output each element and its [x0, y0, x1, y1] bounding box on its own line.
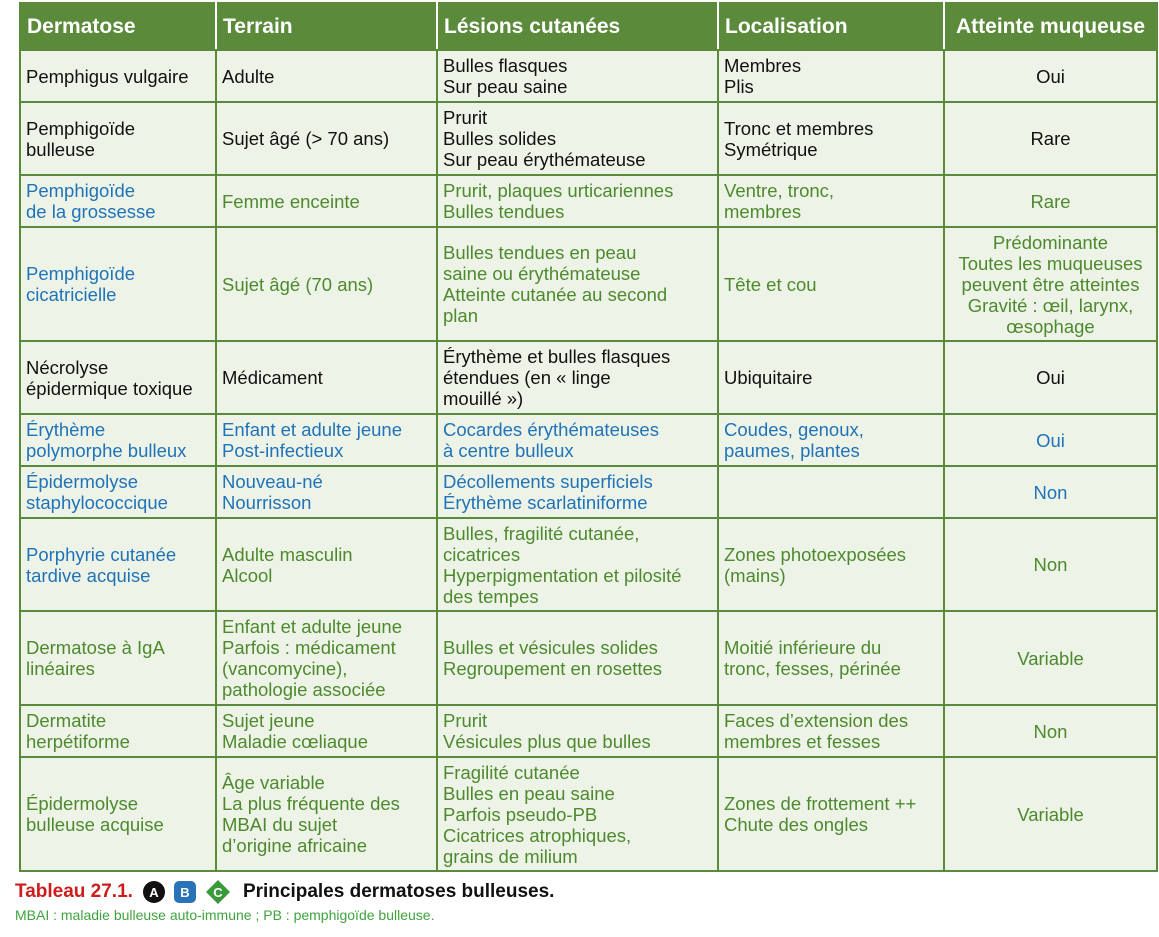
cell-muqueuse [944, 466, 1157, 518]
cell-line: Alcool [222, 564, 273, 586]
cell-line: Bulles tendues en peau [443, 242, 637, 263]
cell-line: tronc, fesses, périnée [724, 658, 901, 679]
cell-line: Ventre, tronc, [724, 180, 835, 201]
cell-line: Non [1033, 481, 1068, 503]
cell-line: La plus fréquente des [222, 793, 400, 814]
cell-dermatose [20, 50, 216, 102]
cell-line: herpétiforme [26, 731, 130, 752]
cell-line: Bulles en peau saine [443, 782, 615, 804]
cell-line: étendues (en « linge [443, 367, 611, 388]
cell-muqueuse [944, 227, 1157, 341]
cell-line: Bulles solides [443, 128, 557, 149]
cell-line: bulleuse acquise [26, 814, 164, 835]
cell-line: Ubiquitaire [724, 367, 813, 388]
cell-muqueuse [944, 102, 1157, 175]
cell-line: Sur peau érythémateuse [443, 149, 646, 170]
table-caption [15, 879, 554, 905]
cell-line: Épidermolyse [26, 471, 139, 492]
cell-line: Maladie cœliaque [222, 731, 369, 752]
cell-line: Pemphigoïde [26, 263, 136, 284]
cell-line: Post-infectieux [222, 440, 344, 461]
cell-line: Bulles, fragilité cutanée, [443, 522, 640, 544]
cell-line: Toutes les muqueuses [958, 252, 1143, 274]
cell-muqueuse [944, 414, 1157, 466]
cell-line: tardive acquise [26, 564, 151, 586]
cell-line: (vancomycine), [222, 658, 348, 679]
table-row [20, 414, 1157, 466]
caption-title: Principales dermatoses bulleuses. [242, 881, 555, 902]
cell-line: Oui [1036, 367, 1065, 388]
cell-line: Fragilité cutanée [443, 761, 580, 783]
cell-line: Femme enceinte [222, 190, 360, 212]
cell-line: Zones de frottement ++ [724, 793, 917, 814]
cell-line: Sujet âgé (70 ans) [222, 273, 374, 295]
header-dermatose: Dermatose [20, 3, 216, 50]
cell-dermatose [20, 341, 216, 414]
cell-dermatose [20, 227, 216, 341]
cell-terrain [216, 757, 437, 871]
cell-terrain [216, 414, 437, 466]
cell-line: Érythème et bulles flasques [443, 346, 671, 367]
dermatoses-table-container [19, 2, 1156, 872]
cell-line: Oui [1036, 65, 1065, 87]
cell-line: de la grossesse [26, 201, 156, 222]
cell-line: grains de milium [443, 845, 578, 867]
cell-localisation [718, 611, 944, 705]
cell-line: Tronc et membres [724, 117, 874, 139]
cell-line: Décollements superficiels [443, 471, 653, 492]
cell-line: Nouveau-né [222, 471, 323, 492]
cell-line: Prédominante [992, 231, 1109, 253]
cell-line: Prurit [443, 107, 488, 128]
cell-lesions [437, 227, 718, 341]
level-a-badge-icon: A [143, 881, 165, 903]
cell-line: Médicament [222, 367, 323, 388]
cell-line: Non [1033, 720, 1068, 742]
caption-label: Tableau 27.1. [15, 881, 133, 902]
cell-dermatose [20, 175, 216, 227]
cell-lesions [437, 611, 718, 705]
table-row [20, 102, 1157, 175]
cell-line: Enfant et adulte jeune [222, 616, 403, 637]
cell-line: Âge variable [222, 772, 325, 793]
cell-line: Érythème scarlatiniforme [443, 492, 648, 513]
cell-lesions [437, 466, 718, 518]
cell-line: à centre bulleux [443, 440, 574, 461]
cell-line: des tempes [443, 585, 539, 607]
cell-line: épidermique toxique [26, 377, 193, 399]
table-row [20, 175, 1157, 227]
cell-line: d’origine africaine [222, 835, 368, 856]
cell-lesions [437, 414, 718, 466]
cell-lesions [437, 50, 718, 102]
header-lesions-cutanees: Lésions cutanées [437, 3, 718, 50]
cell-muqueuse [944, 518, 1157, 611]
cell-muqueuse [944, 757, 1157, 871]
cell-line: Oui [1036, 429, 1065, 451]
cell-line: pathologie associée [222, 679, 386, 700]
cell-line: Parfois : médicament [222, 637, 396, 658]
cell-muqueuse [944, 341, 1157, 414]
header-localisation: Localisation [718, 3, 944, 50]
cell-line: Faces d’extension des [724, 710, 909, 731]
table-header-row [20, 3, 1157, 50]
cell-line: linéaires [26, 658, 95, 679]
cell-line: Variable [1017, 647, 1084, 669]
cell-line: bulleuse [26, 138, 95, 160]
cell-line: Érythème [26, 419, 106, 440]
cell-line: Adulte [222, 65, 275, 87]
table-row [20, 227, 1157, 341]
cell-terrain [216, 50, 437, 102]
cell-line: Bulles flasques [443, 55, 568, 76]
cell-line: mouillé ») [443, 388, 524, 409]
cell-line: Chute des ongles [724, 814, 868, 835]
cell-dermatose [20, 414, 216, 466]
cell-line: Bulles et vésicules solides [443, 637, 658, 658]
cell-line: Vésicules plus que bulles [443, 731, 651, 752]
cell-dermatose [20, 466, 216, 518]
cell-dermatose [20, 611, 216, 705]
cell-lesions [437, 175, 718, 227]
cell-line: Épidermolyse [26, 793, 139, 814]
cell-line: Nourrisson [222, 492, 312, 513]
cell-line: Sujet âgé (> 70 ans) [222, 128, 390, 149]
cell-localisation [718, 227, 944, 341]
cell-line: Pemphigoïde [26, 180, 136, 201]
cell-line: Nécrolyse [26, 356, 109, 378]
table-row [20, 466, 1157, 518]
cell-line: œsophage [1006, 315, 1095, 337]
cell-terrain [216, 227, 437, 341]
cell-line: plan [443, 305, 478, 326]
cell-terrain [216, 466, 437, 518]
table-row [20, 611, 1157, 705]
cell-localisation [718, 102, 944, 175]
cell-lesions [437, 518, 718, 611]
cell-terrain [216, 175, 437, 227]
cell-line: MBAI du sujet [222, 814, 338, 835]
cell-line: saine ou érythémateuse [443, 263, 641, 284]
cell-line: Bulles tendues [443, 201, 565, 222]
level-c-badge-letter: C [213, 884, 223, 900]
cell-terrain [216, 102, 437, 175]
cell-muqueuse [944, 611, 1157, 705]
cell-terrain [216, 341, 437, 414]
cell-lesions [437, 341, 718, 414]
cell-line: Coudes, genoux, [724, 419, 864, 440]
cell-dermatose [20, 757, 216, 871]
cell-line: cicatricielle [26, 284, 117, 305]
cell-line: Porphyrie cutanée [26, 543, 177, 565]
cell-line: peuvent être atteintes [961, 273, 1140, 295]
cell-line: (mains) [724, 564, 786, 586]
cell-localisation [718, 50, 944, 102]
cell-line: Dermatose à IgA [26, 637, 165, 658]
cell-line: Hyperpigmentation et pilosité [443, 564, 682, 586]
cell-line: Cicatrices atrophiques, [443, 824, 632, 846]
cell-localisation [718, 414, 944, 466]
table-row [20, 50, 1157, 102]
cell-line: Atteinte cutanée au second [443, 284, 668, 305]
cell-line: Moitié inférieure du [724, 637, 882, 658]
cell-line: Rare [1030, 128, 1071, 149]
cell-terrain [216, 611, 437, 705]
cell-line: membres [724, 201, 802, 222]
cell-line: paumes, plantes [724, 440, 860, 461]
table-body [20, 50, 1157, 871]
cell-line: Enfant et adulte jeune [222, 419, 403, 440]
cell-line: Pemphigus vulgaire [26, 65, 189, 87]
cell-line: Pemphigoïde [26, 117, 136, 139]
cell-line: Cocardes érythémateuses [443, 419, 659, 440]
cell-lesions [437, 705, 718, 757]
cell-line: Plis [724, 76, 754, 97]
header-terrain: Terrain [216, 3, 437, 50]
cell-line: Sur peau saine [443, 76, 568, 97]
cell-muqueuse [944, 705, 1157, 757]
cell-line: Gravité : œil, larynx, [967, 294, 1134, 316]
cell-terrain [216, 518, 437, 611]
cell-lesions [437, 102, 718, 175]
cell-line: polymorphe bulleux [26, 440, 187, 461]
dermatoses-table [19, 2, 1158, 872]
cell-line: Dermatite [26, 710, 107, 731]
cell-terrain [216, 705, 437, 757]
table-footnote: MBAI : maladie bulleuse auto-immune ; PB : pemphigoïde bulleuse. [15, 907, 435, 923]
cell-dermatose [20, 518, 216, 611]
cell-line: cicatrices [443, 543, 521, 565]
cell-dermatose [20, 705, 216, 757]
cell-localisation [718, 757, 944, 871]
table-row [20, 341, 1157, 414]
cell-muqueuse [944, 50, 1157, 102]
cell-lesions [437, 757, 718, 871]
table-row [20, 705, 1157, 757]
cell-localisation [718, 341, 944, 414]
cell-line: Membres [724, 55, 802, 76]
cell-localisation [718, 705, 944, 757]
cell-line: Regroupement en rosettes [443, 658, 663, 679]
cell-line: Prurit [443, 710, 488, 731]
level-b-badge-icon: B [174, 881, 196, 903]
cell-line: membres et fesses [724, 731, 881, 752]
cell-localisation [718, 518, 944, 611]
cell-line: Parfois pseudo-PB [443, 803, 598, 825]
table-row [20, 757, 1157, 871]
cell-line: Tête et cou [724, 273, 817, 295]
cell-localisation [718, 466, 944, 518]
cell-line: Rare [1030, 190, 1071, 212]
level-c-badge-icon [205, 879, 231, 905]
cell-line: Non [1033, 554, 1068, 575]
cell-muqueuse [944, 175, 1157, 227]
cell-line: Variable [1017, 803, 1084, 825]
cell-line: Symétrique [724, 138, 818, 160]
cell-line: staphylococcique [26, 492, 168, 513]
cell-line: Zones photoexposées [724, 543, 907, 565]
cell-localisation [718, 175, 944, 227]
cell-dermatose [20, 102, 216, 175]
cell-line: Adulte masculin [222, 543, 353, 565]
header-atteinte-muqueuse: Atteinte muqueuse [944, 3, 1157, 50]
table-row [20, 518, 1157, 611]
cell-line: Prurit, plaques urticariennes [443, 180, 674, 201]
cell-line: Sujet jeune [222, 710, 315, 731]
